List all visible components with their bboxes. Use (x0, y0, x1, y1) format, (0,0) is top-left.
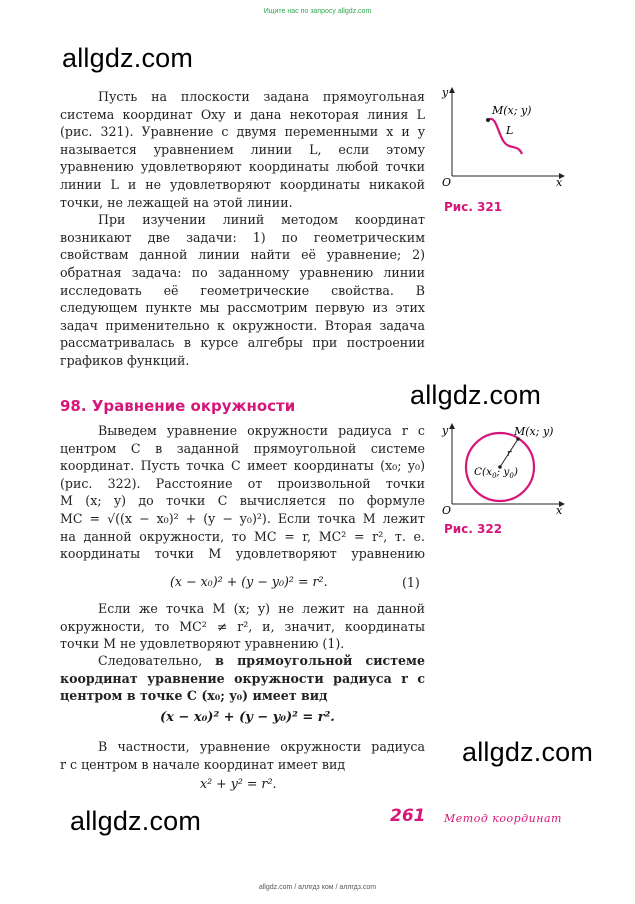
watermark-top: allgdz.com (62, 43, 194, 73)
intro-paragraph-1: Пусть на плоскости задана прямоугольная система координат Oxy и дана некоторая линия L (рис. 321). Уравнение с двумя переменными x и y называется уравнением линии L, если этому уравнению удовлетворяют координаты любой точки линии L и не удовлетворяют координаты никакой точки, не лежащей на этой линии. (60, 89, 425, 210)
point-m-label: M(x; y) (492, 104, 532, 117)
intro-text (60, 88, 425, 370)
origin-label: O (442, 176, 452, 189)
line: точки M не удовлетворяют уравнению (1). (60, 636, 345, 652)
y-label: y (442, 424, 449, 437)
point-m (486, 118, 490, 122)
line: координат. Пусть точка C имеет координаты (x₀; y₀) (60, 458, 425, 474)
curve-l (488, 119, 522, 154)
special-case-text (60, 738, 425, 773)
line: центром в точке C (x₀; y₀) имеет вид (60, 688, 328, 704)
line: В частности, уравнение окружности радиуса (98, 739, 425, 754)
line: на данной окружности, то MC = r, MC² = r², т. е. (60, 528, 425, 544)
section-title: Уравнение окружности (91, 397, 296, 415)
derivation-text (60, 422, 425, 563)
x-label: x (556, 176, 563, 189)
radius-label: r (507, 449, 512, 459)
watermark-right: allgdz.com (462, 737, 594, 767)
line: MC = √((x − x₀)² + (y − y₀)²). Если точка M лежит (60, 510, 425, 526)
caption-322: Рис. 322 (444, 522, 503, 536)
line: M (x; y) до точки C вычисляется по формуле (60, 493, 425, 509)
page-number: 261 (390, 806, 426, 826)
conclusion-bold: в прямоугольной системе (215, 653, 425, 668)
line (60, 652, 425, 670)
caption-321: Рис. 321 (444, 200, 503, 214)
equation-3: x² + y² = r². (200, 776, 277, 791)
footer-links: allgdz.com / аллгдз ком / аллгдз.com (258, 884, 377, 891)
x-label: x (556, 504, 563, 517)
line: координаты точки M удовлетворяют уравнению (60, 546, 425, 562)
section-number: 98. (60, 397, 87, 415)
intro-paragraph-2: При изучении линий методом координат возникают две задачи: 1) по геометрическим свойствам данной линии найти её уравнение; 2) обратная задача: по заданному уравнению линии исследовать её геометрические свойства. В следующем пункте мы рассмотрим первую из этих задач применительно к окружности. Вторая задача рассматривалась в курсе алгебры при построении графиков функций. (60, 212, 425, 368)
watermark-bottom: allgdz.com (70, 806, 202, 836)
equation-1: (x − x₀)² + (y − y₀)² = r². (170, 574, 328, 589)
line: Если же точка M (x; y) не лежит на данной (98, 601, 425, 616)
figure-321 (438, 84, 568, 192)
watermark-mid: allgdz.com (410, 380, 542, 410)
equation-2: (x − x₀)² + (y − y₀)² = r². (160, 710, 335, 725)
line: окружности, то MC² ≠ r², и, значит, координаты (60, 618, 425, 634)
line: координат уравнение окружности радиуса r с (60, 670, 425, 686)
conclusion-text (60, 652, 425, 705)
figure-322 (438, 422, 568, 518)
line: r с центром в начале координат имеет вид (60, 756, 346, 772)
top-note: Ищите нас по запросу allgdz.com (263, 8, 372, 15)
section-heading (60, 397, 295, 415)
line: (рис. 322). Расстояние от произвольной точки (60, 475, 425, 491)
line-l-label: L (506, 124, 514, 137)
line: центром C в заданной прямоугольной системе (60, 440, 425, 456)
line: Выведем уравнение окружности радиуса r с (98, 423, 425, 438)
negation-text (60, 600, 425, 653)
conclusion-lead: Следовательно, (98, 653, 216, 668)
equation-1-number: (1) (402, 575, 420, 590)
origin-label: O (442, 504, 452, 517)
y-label: y (442, 86, 449, 99)
running-head: Метод координат (444, 812, 562, 825)
point-m-label: M(x; y) (514, 425, 554, 438)
center-label: $C(x_0$; $y_0$) (474, 466, 518, 480)
